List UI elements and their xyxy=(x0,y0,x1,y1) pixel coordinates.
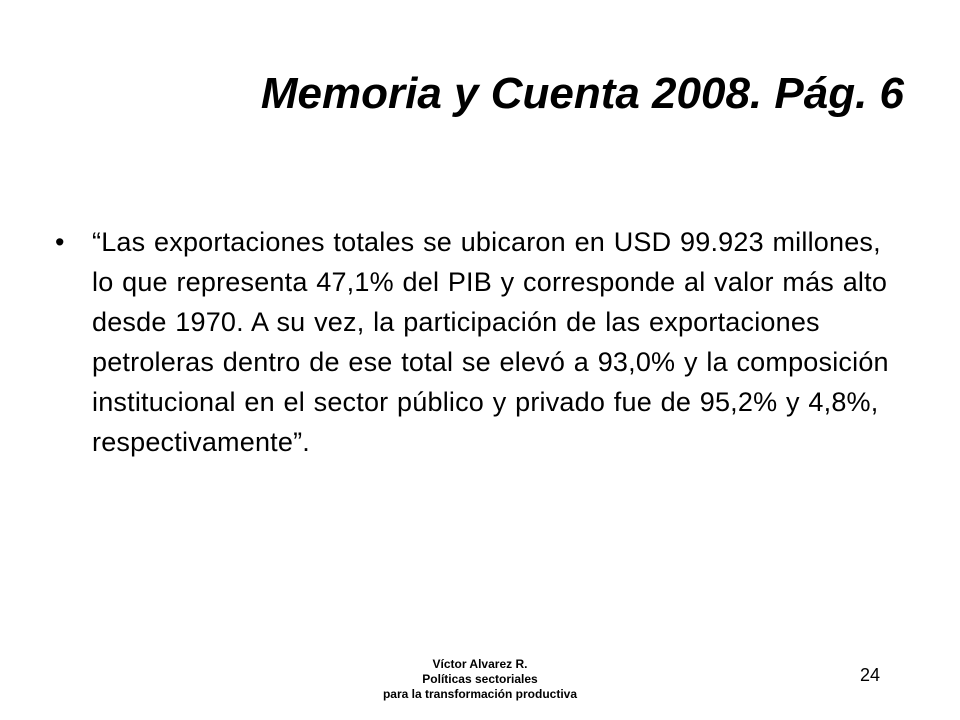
bullet-item xyxy=(55,222,905,462)
footer-line-2: Políticas sectoriales xyxy=(422,672,538,686)
footer-credit xyxy=(330,657,630,702)
footer-author: Víctor Alvarez R. xyxy=(432,657,528,671)
bullet-list xyxy=(55,222,905,462)
bullet-marker: • xyxy=(55,227,65,257)
footer-line-3: para la transformación productiva xyxy=(382,687,578,701)
bullet-text: “Las exportaciones totales se ubicaron en USD 99.923 millones, lo que representa 47,1% del PIB y corresponde al valor más alto desde 1970. A su vez, la participación de las exportaciones petroleras dentro de ese total se elevó a 93,0% y la composición institucional en el sector público y privado fue de 95,2% y 4,8%, respectivamente”. xyxy=(92,227,889,457)
page-number: 24 xyxy=(860,665,881,685)
slide-title: Memoria y Cuenta 2008. Pág. 6 xyxy=(260,69,904,118)
